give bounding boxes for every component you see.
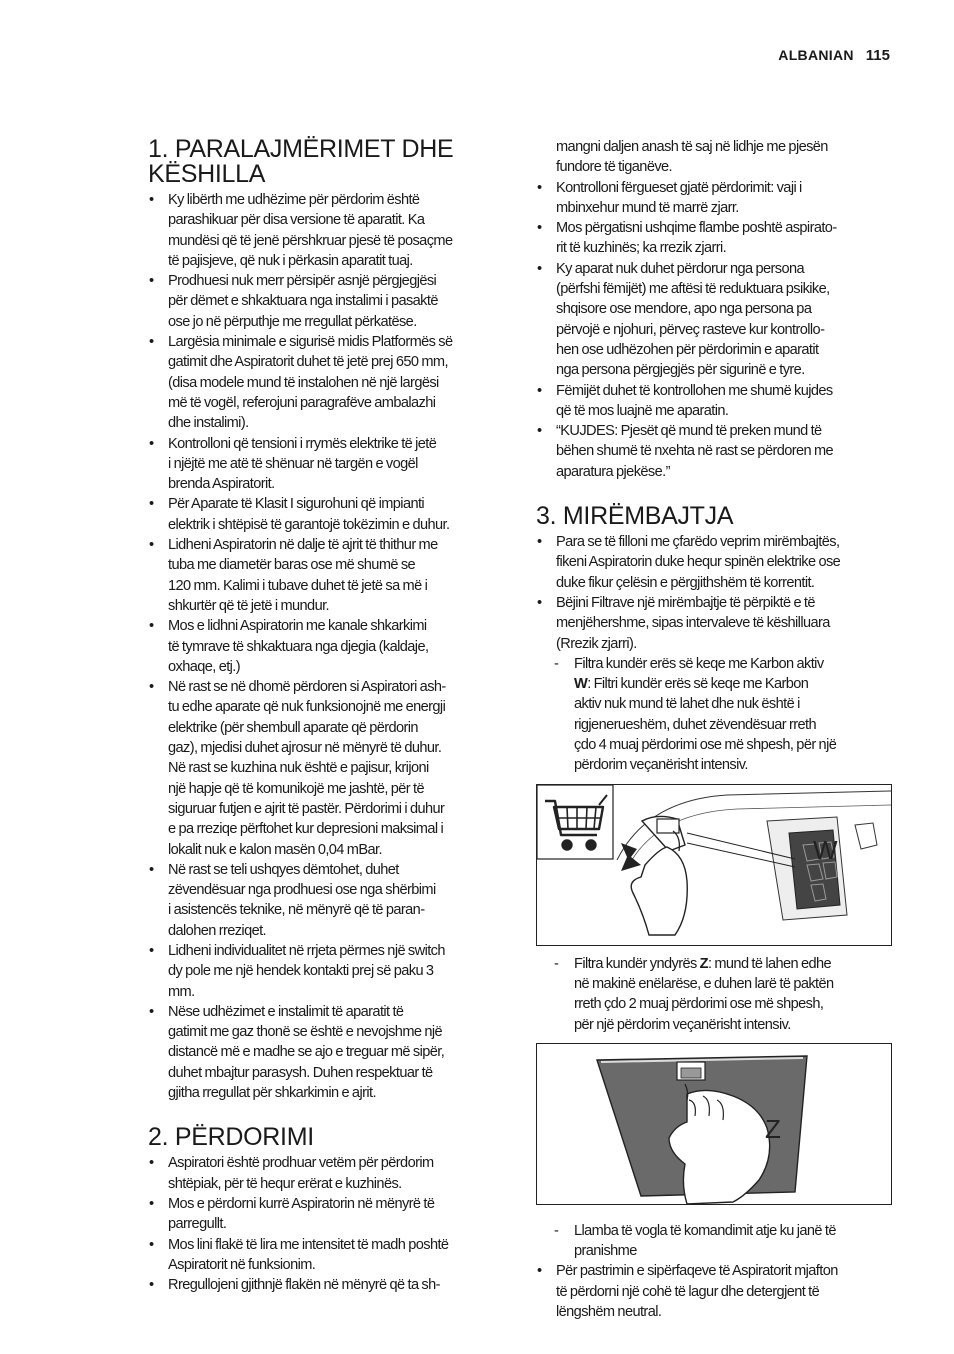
list-item: • Rregullojeni gjithnjë flakën në mënyrë që ta sh- (148, 1275, 504, 1295)
list-item: • Aspiratori është prodhuar vetëm për përdorim shtëpiak, për të hequr erërat e kuzhinës. (148, 1153, 504, 1194)
list-item: • Kontrolloni fërgueset gjatë përdorimit: vaji i mbinxehur mund të marrë zjarr. (536, 178, 892, 219)
section-2-title: 2. PËRDORIMI (148, 1123, 314, 1152)
lamp-sublist (536, 1221, 892, 1262)
filter-sublist-1 (536, 654, 892, 776)
section-3-list (536, 532, 892, 654)
grease-filter-illustration (536, 1043, 892, 1205)
list-item: • Ky aparat nuk duhet përdorur nga persona (përfshi fëmijët) me aftësi të reduktuara psikike, shqisore ose mendore, apo nga persona pa përvojë e njohuri, përveç rasteve kur kontrollo- hen ose udhëzohen për përdorimin e aparatit nga persona përgjegjës për sigurinë e tyre. (536, 259, 892, 381)
arrow-icon (621, 843, 641, 871)
shopping-cart-frame (537, 785, 613, 859)
grease-filter-drawing (537, 1044, 891, 1204)
list-item: • Mos e lidhni Aspiratorin me kanale shkarkimi të tymrave të shkaktuara nga djegia (kaldaje, oxhaqe, etj.) (148, 616, 504, 677)
filter-sublist-2 (536, 954, 892, 1035)
list-item: • Në rast se teli ushqyes dëmtohet, duhet zëvendësuar nga prodhuesi ose nga shërbimi i asistencës teknike, në mënyrë që të paran- dalohen rreziqet. (148, 860, 504, 941)
list-item: • Para se të filloni me çfarëdo veprim mirëmbajtës, fikeni Aspiratorin duke hequr spinën elektrike ose duke fikur çelësin e përgjithshëm të korrentit. (536, 532, 892, 593)
sub-list-item: - Filtra kundër yndyrës Z: mund të lahen edhe në makinë enëlarëse, e duhen larë të paktën rreth çdo 2 muaj përdorimi ose më shpesh, për një përdorim veçanërisht intensiv. (536, 954, 892, 1035)
list-item: • Lidheni individualitet në rrjeta përmes një switch dy pole me një hendek kontakti prej së paku 3 mm. (148, 941, 504, 1002)
list-item: • Për pastrimin e sipërfaqeve të Aspiratorit mjafton të përdorni një cohë të lagur dhe detergjent të lëngshëm neutral. (536, 1261, 892, 1322)
list-item: • Kontrolloni që tensioni i rrymës elektrike të jetë i njëjtë me atë të shënuar në targën e vogël brenda Aspiratorit. (148, 434, 504, 495)
section-2-list (148, 1153, 504, 1295)
list-item: • Bëjini Filtrave një mirëmbajtje të përpiktë e të menjëhershme, sipas intervaleve të këshilluara (Rrezik zjarri). (536, 593, 892, 654)
section-3-title: 3. MIRËMBAJTJA (536, 502, 734, 531)
list-item: • Largësia minimale e sigurisë midis Platformës së gatimit dhe Aspiratorit duhet të jetë prej 650 mm, (disa modele mund të instalohen në një largësi më të vogël, referojuni paragrafëve ambalazhi dhe instalimi). (148, 332, 504, 433)
page-header (778, 47, 890, 64)
list-item: • Nëse udhëzimet e instalimit të aparatit të gatimit me gaz thonë se është e nevojshme një distancë më e madhe se ajo e treguar më sipër, duhet mbajtur parasysh. Duhen respektuar të gjitha rregullat për shkarkimin e ajrit. (148, 1002, 504, 1103)
list-item: • Për Aparate të Klasit I sigurohuni që impianti elektrik i shtëpisë të garantojë tokëzimin e duhur. (148, 494, 504, 535)
section-1-list (148, 190, 504, 1103)
list-item: • “KUJDES: Pjesët që mund të preken mund të bëhen shumë të nxehta në rast se përdoren me aparatura pjekëse.” (536, 421, 892, 482)
left-column (148, 137, 504, 1295)
list-item: • Ky libërth me udhëzime për përdorim është parashikuar për disa versione të aparatit. Ka mundësi që të jenë përshkruar pjesë të posaçme të pajisjeve, që nuk i përkasin aparatit tuaj. (148, 190, 504, 271)
right-column (536, 137, 892, 1322)
section-1-title: 1. PARALAJMËRIMET DHE KËSHILLA (148, 135, 454, 188)
list-item: • Fëmijët duhet të kontrollohen me shumë kujdes që të mos luajnë me aparatin. (536, 381, 892, 422)
list-item: • Lidheni Aspiratorin në dalje të ajrit të thithur me tuba me diametër baras ose më shumë se 120 mm. Kalimi i tubave duhet të jetë sa më i shkurtër që të jetë i mundur. (148, 535, 504, 616)
list-item: • Prodhuesi nuk merr përsipër asnjë përgjegjësi për dëmet e shkaktuara nga instalimi i pasaktë ose jo në përputhje me rregullat përkatëse. (148, 271, 504, 332)
figure-label-z: Z (765, 1113, 781, 1144)
language-label: ALBANIAN (778, 47, 854, 63)
section-2-list-continued (536, 178, 892, 482)
sub-list-item: - Llamba të vogla të komandimit atje ku janë të pranishme (536, 1221, 892, 1262)
section-3-list-end (536, 1261, 892, 1322)
sub-list-item: - Filtra kundër erës së keqe me Karbon aktiv W: Filtri kundër erës së keqe me Karbon aktiv nuk mund të lahet dhe nuk është i rigjenerueshëm, duhet zëvendësuar rreth çdo 4 muaj përdorimi ose më shpesh, për një përdorim veçanërisht intensiv. (536, 654, 892, 776)
list-item-continuation: mangni daljen anash të saj në lidhje me pjesën fundore të tiganëve. (556, 139, 828, 176)
list-item: • Mos e përdorni kurrë Aspiratorin në mënyrë të parregullt. (148, 1194, 504, 1235)
page-number: 115 (865, 47, 890, 64)
list-item: • Në rast se në dhomë përdoren si Aspiratori ash- tu edhe aparate që nuk funksionojnë me energji elektrike (për shembull aparate që përdorin gaz), mjedisi duhet ajrosur në mënyrë të duhur. Në rast se kuzhina nuk është e pajisur, krijoni një hapje që të komunikojë me jashtë, për të siguruar futjen e ajrit të pastër. Përdorimi i duhur e pa rreziqe përftohet kur depresioni maksimal i lokalit nuk e kalon masën 0,04 mBar. (148, 677, 504, 860)
list-item: • Mos përgatisni ushqime flambe poshtë aspirato- rit të kuzhinës; ka rrezik zjarri. (536, 218, 892, 259)
carbon-filter-illustration (536, 784, 892, 946)
list-item: • Mos lini flakë të lira me intensitet të madh poshtë Aspiratorit në funksionim. (148, 1235, 504, 1276)
figure-label-w: W (813, 834, 838, 865)
